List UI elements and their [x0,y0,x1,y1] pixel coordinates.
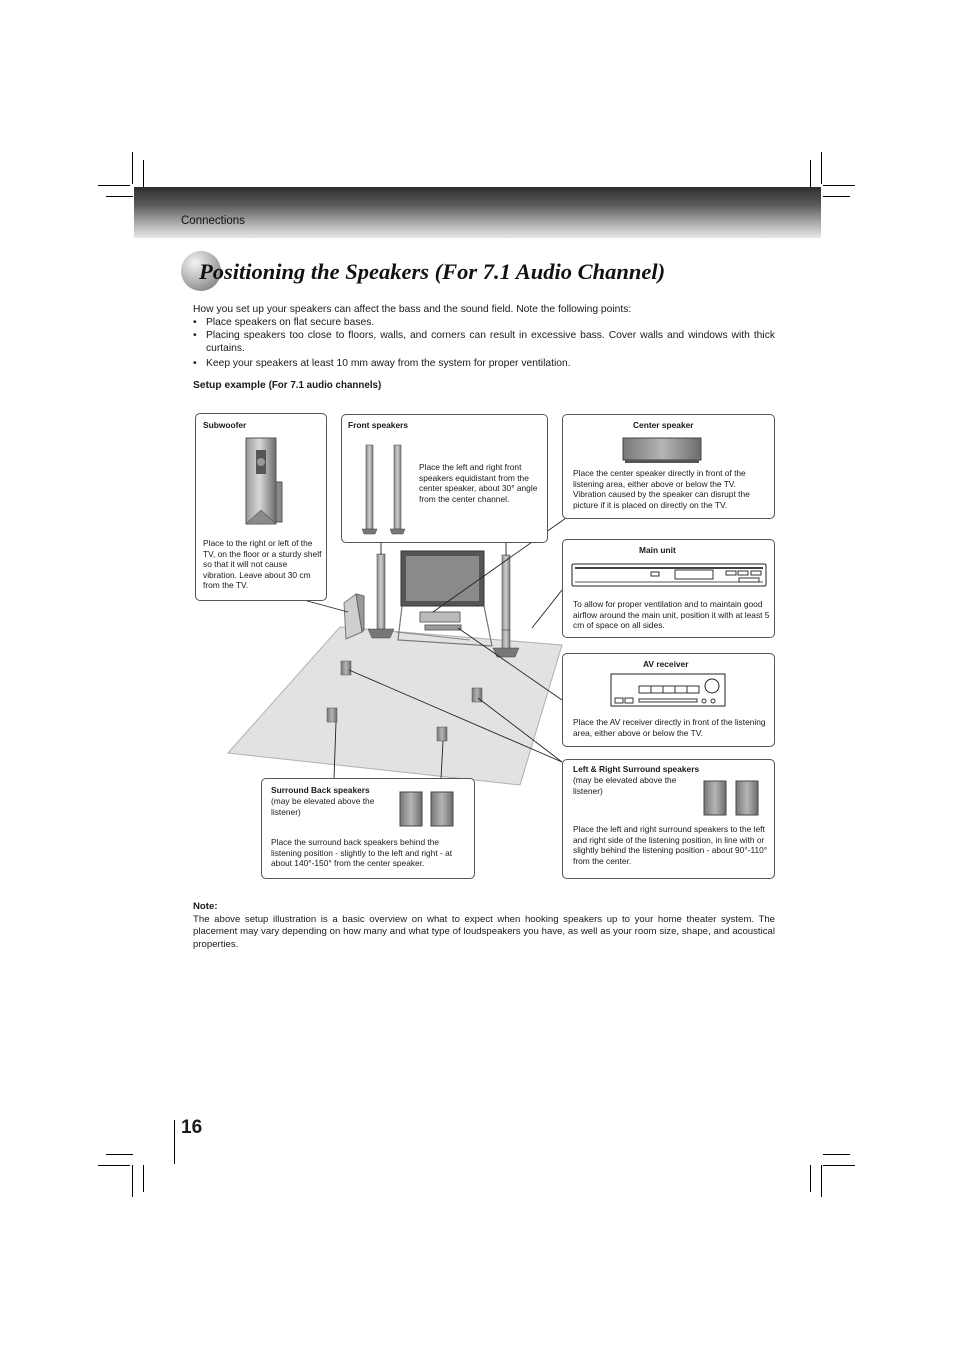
center-speaker-title: Center speaker [633,420,694,430]
av-receiver-text: Place the AV receiver directly in front of the listening area, either above or below the TV. [573,717,766,738]
front-speakers-image [362,443,412,538]
main-unit-image [571,562,767,590]
setup-heading-main: Setup example [193,380,266,391]
surround-back-title: Surround Back speakers [271,785,370,795]
surround-back-right-illustration [437,727,447,741]
intro-bullet: • Place speakers on flat secure bases. [193,316,775,329]
front-speakers-text: Place the left and right front speakers equidistant from the center speaker, about 30° angle from the center channel. [419,462,538,504]
intro-bullet: • Keep your speakers at least 10 mm away from the system for proper ventilation. [193,357,775,370]
av-receiver-callout [562,653,775,747]
page-title: Positioning the Speakers (For 7.1 Audio Channel) [199,259,666,284]
front-speaker-left-illustration [368,554,394,638]
section-label: Connections [181,215,245,227]
surround-speaker-left-illustration [341,661,351,675]
surround-back-left-illustration [327,708,337,722]
subwoofer-text: Place to the right or left of the TV, on the floor or a sturdy shelf so that it will not cause vibration. Leave about 30 cm from the TV. [203,538,322,591]
surround-lr-subtitle: (may be elevated above the listener) [573,775,677,796]
surround-lr-text: Place the left and right surround speakers to the left and right side of the listening position, in line with or slightly behind the listening position - about 90°-110° from the center. [573,824,768,866]
subwoofer-image [244,436,284,529]
front-speakers-title: Front speakers [348,420,409,430]
av-receiver-image [609,672,729,710]
main-unit-callout [562,539,775,638]
main-unit-title: Main unit [639,545,676,555]
tv-illustration [396,551,492,646]
subwoofer-title: Subwoofer [203,420,247,430]
surround-back-text: Place the surround back speakers behind the listening position - slightly to the left and right - at about 140°-150° from the center speaker. [271,837,453,869]
surround-back-callout [261,778,475,879]
front-speakers-callout [341,414,548,543]
surround-lr-image [702,779,764,819]
subwoofer-callout [195,413,327,601]
note-title: Note: [193,901,218,912]
subwoofer-illustration [344,594,364,639]
surround-back-subtitle: (may be elevated above the listener) [271,796,375,817]
main-unit-text: To allow for proper ventilation and to maintain good airflow around the main unit, position it with at least 5 cm of space on all sides. [573,599,770,631]
setup-heading-sub: (For 7.1 audio channels) [268,380,382,391]
intro-lead: How you set up your speakers can affect the bass and the sound field. Note the following points: [193,304,632,315]
intro-bullet: • Placing speakers too close to floors, walls, and corners can result in excessive bass. Cover walls and windows with thick curtains. [193,329,775,355]
surround-lr-callout [562,759,775,879]
av-receiver-title: AV receiver [643,659,689,669]
surround-lr-title: Left & Right Surround speakers [573,764,700,774]
surround-back-image [398,790,458,828]
center-speaker-image [621,435,705,465]
center-speaker-text: Place the center speaker directly in front of the listening area, either above or below the TV. Vibration caused by the speaker can disrupt the picture if it is placed on directly on the TV. [573,468,750,510]
note-text: The above setup illustration is a basic overview on what to expect when hooking speakers up to your home theater system. The placement may vary depending on how many and what type of loudspeakers you have, as well as your room size, shape, and acoustical properties. [193,914,775,950]
center-speaker-callout [562,414,775,519]
page-number: 16 [181,1117,203,1138]
